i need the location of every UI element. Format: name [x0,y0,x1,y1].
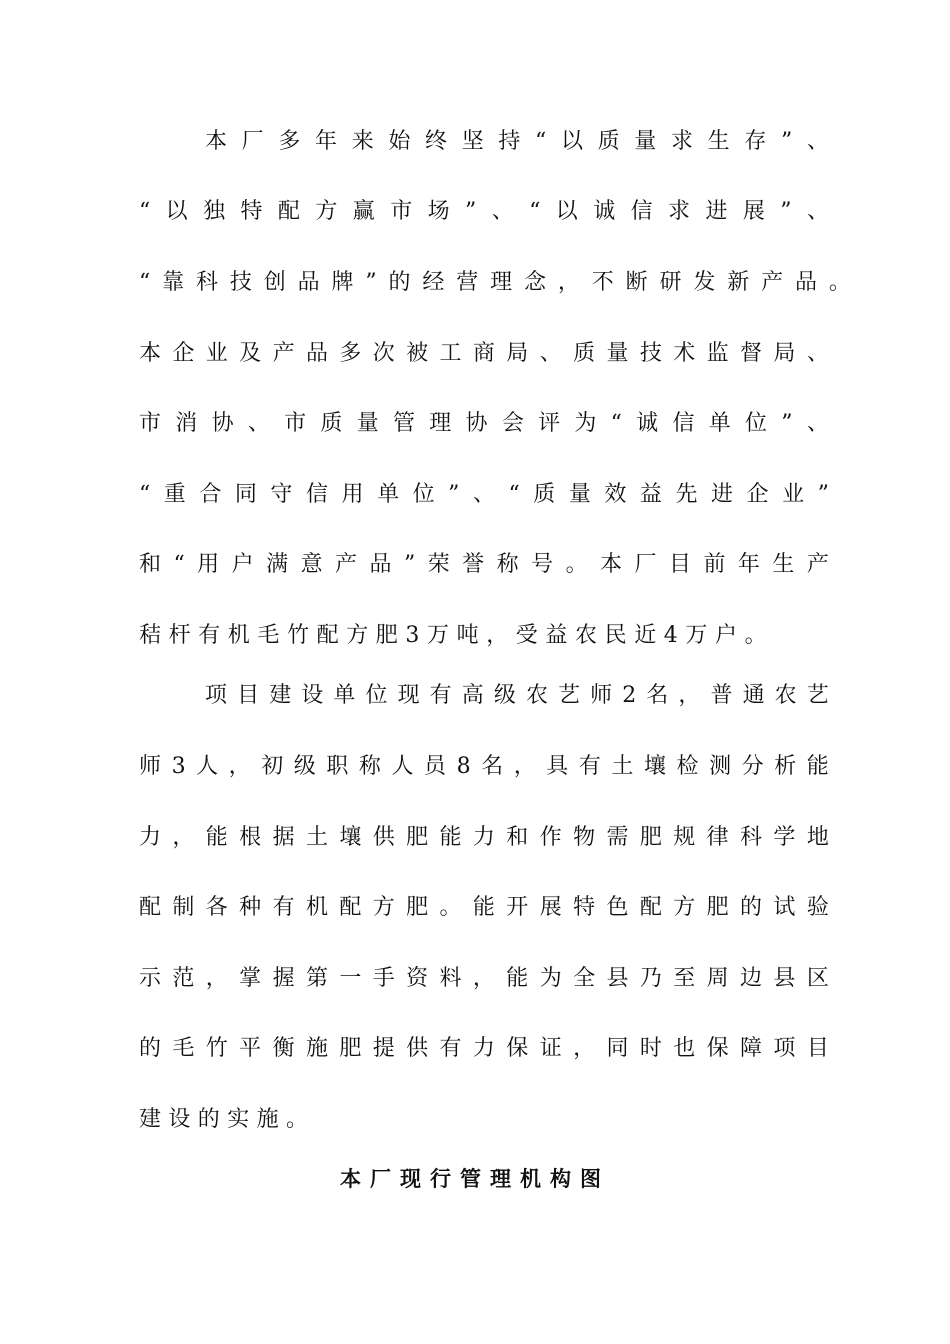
text-line: “ 重 合 同 守 信 用 单 位 ” 、 “ 质 量 效 益 先 进 企 业 ” [139,482,829,507]
text-line: 秸杆有机毛竹配方肥3万吨，受益农民近4万户。 [139,623,775,648]
text-line: 本 厂 多 年 来 始 终 坚 持 “ 以 质 量 求 生 存 ” 、 [205,129,829,154]
text-line: 本 企 业 及 产 品 多 次 被 工 商 局 、 质 量 技 术 监 督 局 、 [139,341,829,366]
text-line: “ 靠 科 技 创 品 牌 ” 的 经 营 理 念 ， 不 断 研 发 新 产 品 。 [139,270,851,295]
text-line: 示 范 ， 掌 握 第 一 手 资 料 ， 能 为 全 县 乃 至 周 边 县 区 [139,966,829,991]
text-line: 市 消 协 、 市 质 量 管 理 协 会 评 为 “ 诚 信 单 位 ” 、 [139,411,829,436]
text-line: 配 制 各 种 有 机 配 方 肥 。 能 开 展 特 色 配 方 肥 的 试 验 [139,895,829,920]
text-line: 建设的实施。 [139,1107,316,1132]
text-line: 的 毛 竹 平 衡 施 肥 提 供 有 力 保 证 ， 同 时 也 保 障 项 目 [139,1036,829,1061]
text-line: “ 以 独 特 配 方 赢 市 场 ” 、 “ 以 诚 信 求 进 展 ” 、 [139,199,829,224]
text-line: 师 3 人 ， 初 级 职 称 人 员 8 名 ， 具 有 土 壤 检 测 分 析 能 [139,754,829,779]
section-heading: 本厂现行管理机构图 [340,1167,610,1191]
text-line: 项 目 建 设 单 位 现 有 高 级 农 艺 师 2 名 ， 普 通 农 艺 [205,683,829,708]
text-line: 力 ， 能 根 据 土 壤 供 肥 能 力 和 作 物 需 肥 规 律 科 学 地 [139,825,829,850]
text-line: 和 “ 用 户 满 意 产 品 ” 荣 誉 称 号 。 本 厂 目 前 年 生 产 [139,552,829,577]
